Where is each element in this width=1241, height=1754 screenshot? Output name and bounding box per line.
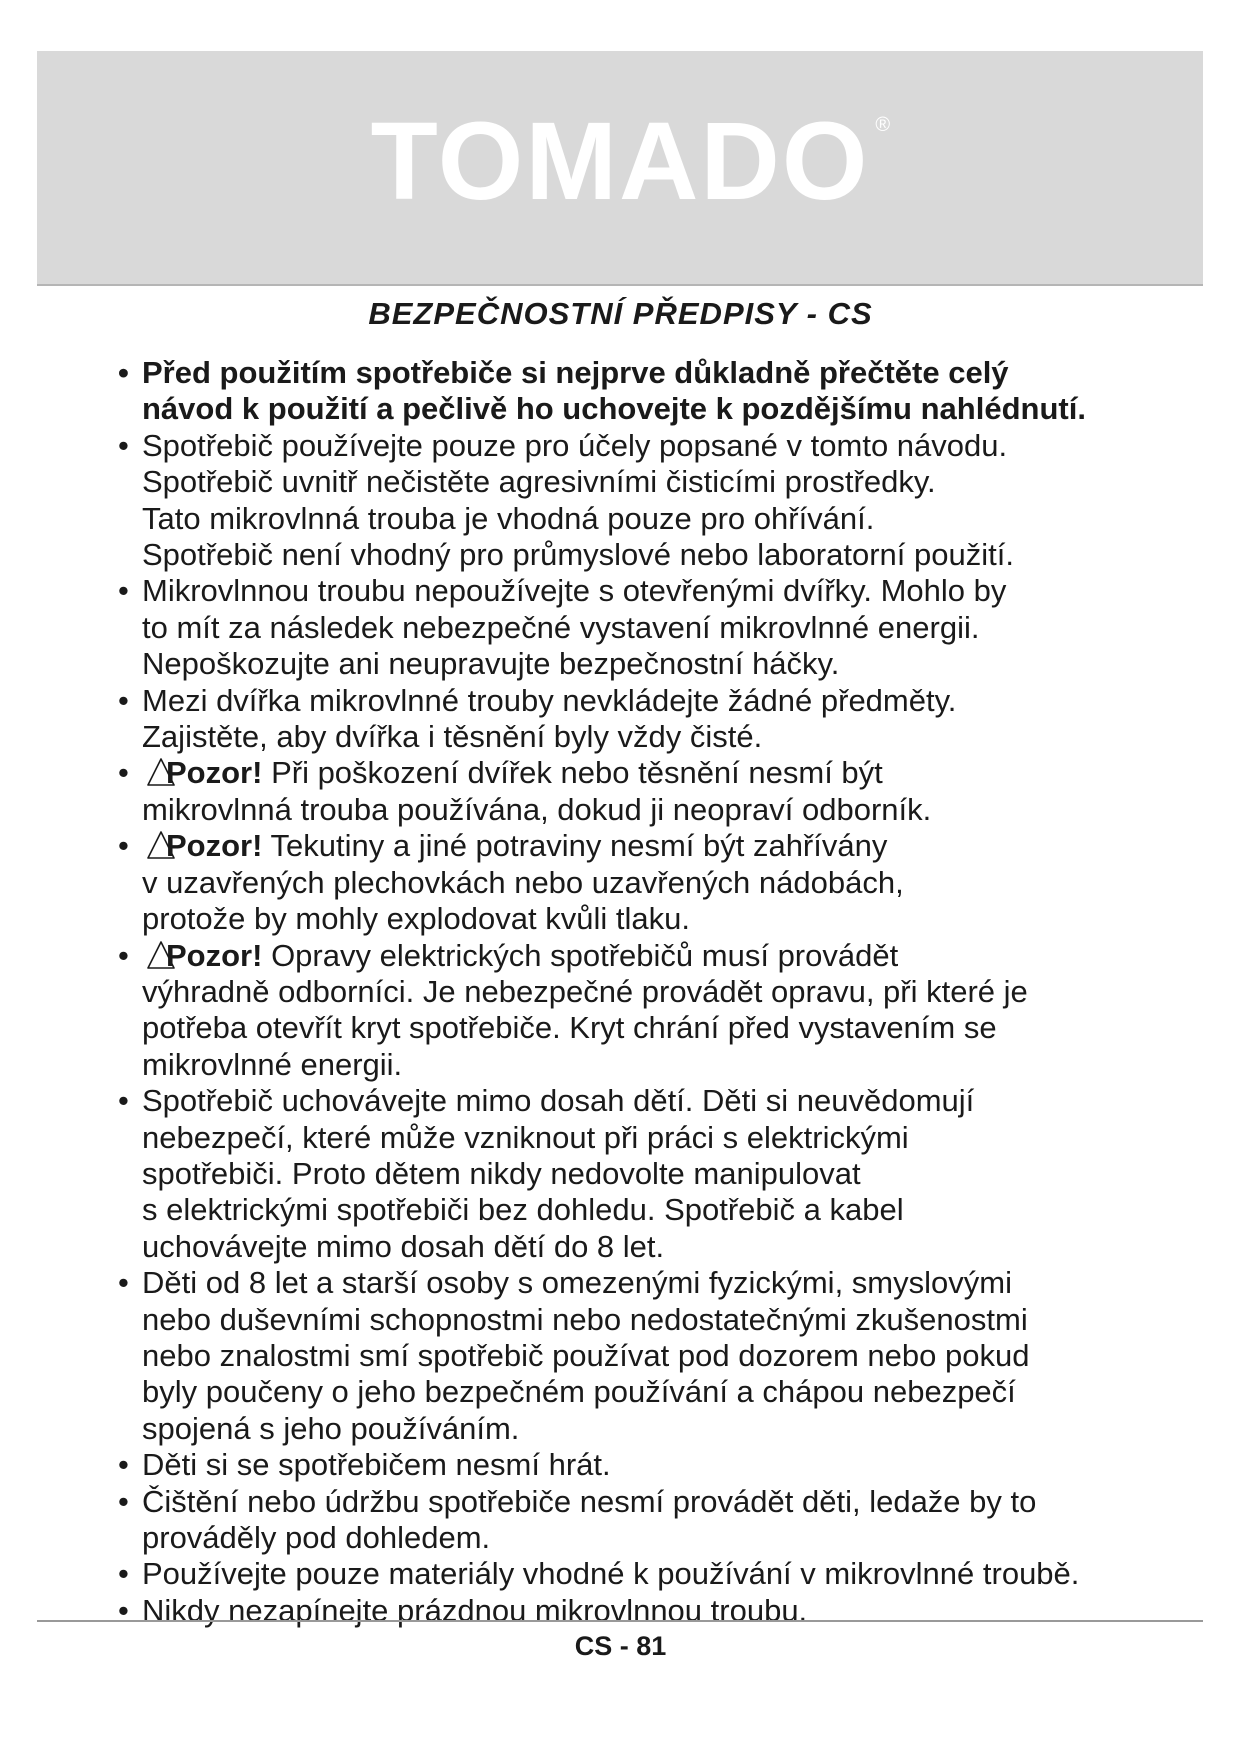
- item-text: Při poškození dvířek nebo těsnění nesmí být: [271, 755, 883, 791]
- bullet: •: [118, 427, 129, 463]
- item-line: výhradně odborníci. Je nebezpečné provádět opravu, při které je: [142, 973, 1028, 1009]
- bullet: •: [118, 828, 129, 864]
- warning-label: Pozor!: [166, 828, 263, 864]
- item-line: byly poučeny o jeho bezpečném používání a chápou nebezpečí: [142, 1374, 1016, 1410]
- item-line: [142, 938, 1198, 974]
- item-line: Před použitím spotřebiče si nejprve důkladně přečtěte celý: [142, 355, 1009, 390]
- bullet: •: [118, 1083, 129, 1119]
- brand-logo: [37, 100, 1203, 223]
- brand-logo-text: TOMADO: [370, 100, 870, 223]
- list-item: [118, 1083, 1198, 1265]
- item-line: nebezpečí, které může vzniknout při práci s elektrickými: [142, 1119, 909, 1155]
- item-line: prováděly pod dohledem.: [142, 1520, 491, 1555]
- item-line: nebo znalostmi smí spotřebič používat pod dozorem nebo pokud: [142, 1337, 1030, 1373]
- bullet: •: [118, 755, 129, 791]
- list-item: [118, 1484, 1198, 1557]
- item-line: Spotřebič uchovávejte mimo dosah dětí. Děti si neuvědomují: [142, 1083, 975, 1119]
- item-text: Opravy elektrických spotřebičů musí provádět: [271, 937, 899, 973]
- item-line: [142, 828, 1198, 864]
- item-line: Mikrovlnnou troubu nepoužívejte s otevřenými dvířky. Mohlo by: [142, 573, 1007, 609]
- bullet: •: [118, 573, 129, 609]
- list-item: [118, 755, 1198, 828]
- item-line: spotřebiči. Proto dětem nikdy nedovolte manipulovat: [142, 1155, 861, 1191]
- list-item: [118, 1447, 1198, 1483]
- item-line: protože by mohly explodovat kvůli tlaku.: [142, 901, 690, 937]
- list-item: [118, 355, 1198, 428]
- item-line: potřeba otevřít kryt spotřebiče. Kryt chrání před vystavením se: [142, 1010, 997, 1046]
- bullet: •: [118, 1483, 129, 1519]
- footer-divider: [37, 1620, 1203, 1622]
- list-item: [118, 1556, 1198, 1592]
- list-item: [118, 828, 1198, 937]
- item-line: to mít za následek nebezpečné vystavení mikrovlnné energii.: [142, 609, 980, 645]
- bullet: •: [118, 682, 129, 718]
- warning-label: Pozor!: [166, 755, 263, 791]
- item-line: Zajistěte, aby dvířka i těsnění byly vždy čisté.: [142, 719, 763, 755]
- item-line: Děti od 8 let a starší osoby s omezenými fyzickými, smyslovými: [142, 1265, 1012, 1301]
- safety-list: [118, 355, 1198, 1629]
- list-item: [118, 1265, 1198, 1447]
- bullet: •: [118, 1556, 129, 1592]
- item-text: Tekutiny a jiné potraviny nesmí být zahřívány: [270, 828, 888, 864]
- item-line: Nikdy nezapínejte prázdnou mikrovlnnou troubu.: [142, 1592, 808, 1628]
- page-number: CS - 81: [574, 1631, 667, 1661]
- registered-mark: ®: [875, 114, 891, 136]
- item-line: Spotřebič není vhodný pro průmyslové nebo laboratorní použití.: [142, 537, 1014, 573]
- list-item: [118, 1593, 1198, 1629]
- item-line: Nepoškozujte ani neupravujte bezpečnostní háčky.: [142, 646, 840, 682]
- item-line: Děti si se spotřebičem nesmí hrát.: [142, 1447, 611, 1483]
- item-line: spojená s jeho používáním.: [142, 1410, 520, 1446]
- bullet: •: [118, 1592, 129, 1628]
- item-line: s elektrickými spotřebiči bez dohledu. Spotřebič a kabel: [142, 1192, 904, 1228]
- item-line: Mezi dvířka mikrovlnné trouby nevkládejte žádné předměty.: [142, 682, 957, 718]
- warning-label: Pozor!: [166, 937, 263, 973]
- list-item: [118, 938, 1198, 1084]
- item-line: nebo duševními schopnostmi nebo nedostatečnými zkušenostmi: [142, 1301, 1028, 1337]
- item-line: v uzavřených plechovkách nebo uzavřených nádobách,: [142, 864, 904, 900]
- bullet: •: [118, 1447, 129, 1483]
- item-line: Čištění nebo údržbu spotřebiče nesmí provádět děti, ledaže by to: [142, 1483, 1037, 1519]
- bullet: •: [118, 355, 129, 390]
- page-title: BEZPEČNOSTNÍ PŘEDPISY - CS: [368, 296, 873, 331]
- item-line: mikrovlnná trouba používána, dokud ji neopraví odborník.: [142, 791, 932, 827]
- item-line: [142, 755, 1198, 791]
- item-line: Spotřebič uvnitř nečistěte agresivními čisticími prostředky.: [142, 464, 936, 500]
- item-line: návod k použití a pečlivě ho uchovejte k pozdějšímu nahlédnutí.: [142, 391, 1086, 427]
- bullet: •: [118, 937, 129, 973]
- list-item: [118, 428, 1198, 574]
- item-line: Spotřebič používejte pouze pro účely popsané v tomto návodu.: [142, 427, 1008, 463]
- list-item: [118, 573, 1198, 682]
- header-banner: [37, 51, 1203, 286]
- item-line: uchovávejte mimo dosah dětí do 8 let.: [142, 1228, 665, 1264]
- bullet: •: [118, 1265, 129, 1301]
- item-line: mikrovlnné energii.: [142, 1046, 403, 1082]
- list-item: [118, 683, 1198, 756]
- item-line: Tato mikrovlnná trouba je vhodná pouze pro ohřívání.: [142, 500, 875, 536]
- item-line: Používejte pouze materiály vhodné k používání v mikrovlnné troubě.: [142, 1556, 1080, 1592]
